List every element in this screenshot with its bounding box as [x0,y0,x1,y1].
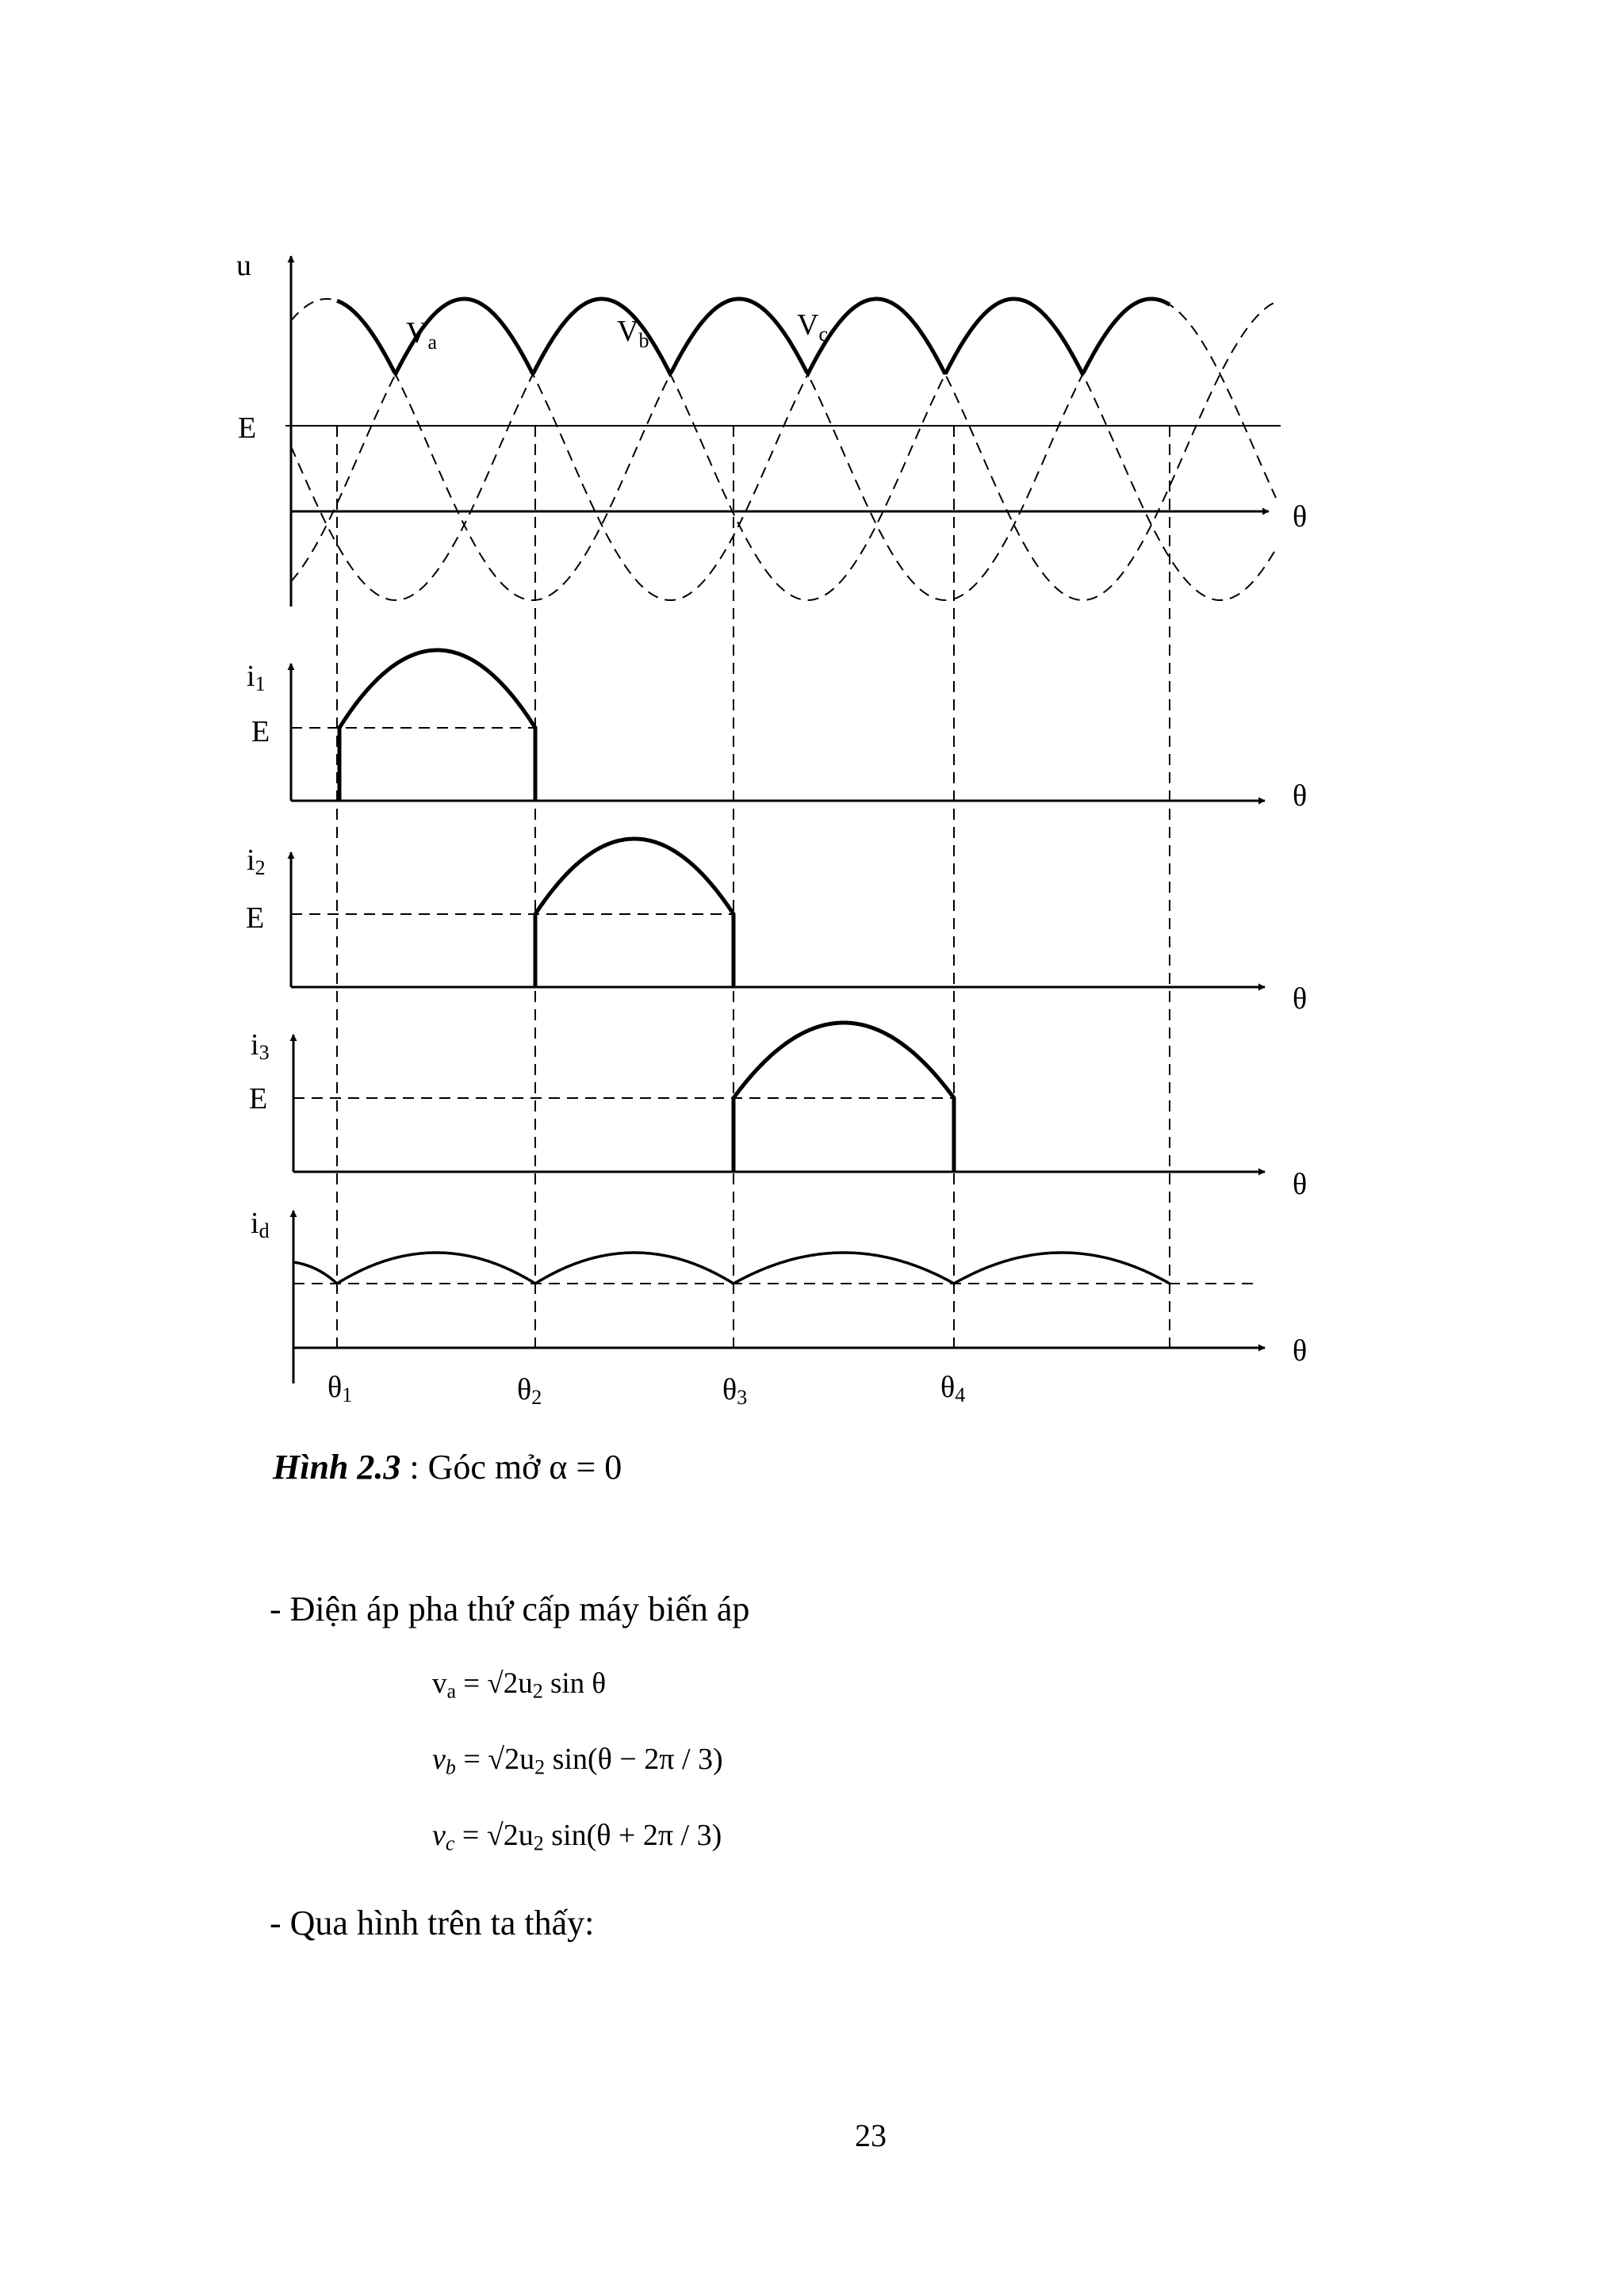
phase-label-c: $V_c$ [797,308,828,346]
angle-mark-theta2: θ2 [517,1373,542,1409]
page-number: 23 [855,2118,887,2153]
current-label-i3: i3 [251,1028,270,1064]
caption-label: Hình 2.3 [273,1448,401,1487]
e-label: E [246,901,265,935]
equation-vb: $v_b = √2u_2$ sin(θ − 2π / 3) [432,1743,723,1779]
rectified-voltage-envelope [337,299,1170,373]
i1-waveform [291,650,535,801]
theta-axis-label: θ [1293,1334,1308,1368]
commutation-lines [337,426,1170,1348]
id-waveform [293,1253,1253,1284]
equation-vc: $v_c = √2u_2$ sin(θ + 2π / 3) [432,1819,722,1855]
paragraph-line-2: - Qua hình trên ta thấy: [270,1904,595,1942]
i3-waveform [293,1023,954,1172]
phase-curve-c [291,299,1276,600]
current-label-i2: i2 [247,844,266,879]
i2-waveform [291,839,733,987]
angle-mark-theta4: θ4 [940,1371,966,1406]
phase-label-b: $V_b$ [617,315,649,352]
angle-mark-theta1: θ1 [327,1371,353,1406]
caption-text: : Góc mở α = 0 [400,1448,622,1487]
u-axis-label: u [236,249,251,282]
e-label: E [249,1082,268,1115]
theta-axis-label: θ [1293,779,1308,813]
theta-axis-label: θ [1293,982,1308,1016]
angle-mark-theta3: θ3 [722,1373,748,1409]
e-label: E [238,411,257,445]
current-label-i1: i1 [247,660,266,695]
theta-axis-label: θ [1293,1168,1308,1201]
theta-axis-label: θ [1293,500,1308,534]
phase-voltage-curves [291,299,1276,600]
phase-curve-b [291,299,1276,600]
current-label-id: id [251,1207,270,1242]
phase-curve-a [291,299,1276,600]
phase-label-a: $V_a$ [406,316,437,354]
figure-caption [273,1447,622,1487]
equation-va: $v_a = √2u_2$ sin θ [432,1667,607,1703]
e-label: E [251,715,270,748]
paragraph-line-1: - Điện áp pha thứ cấp máy biến áp [270,1590,750,1628]
